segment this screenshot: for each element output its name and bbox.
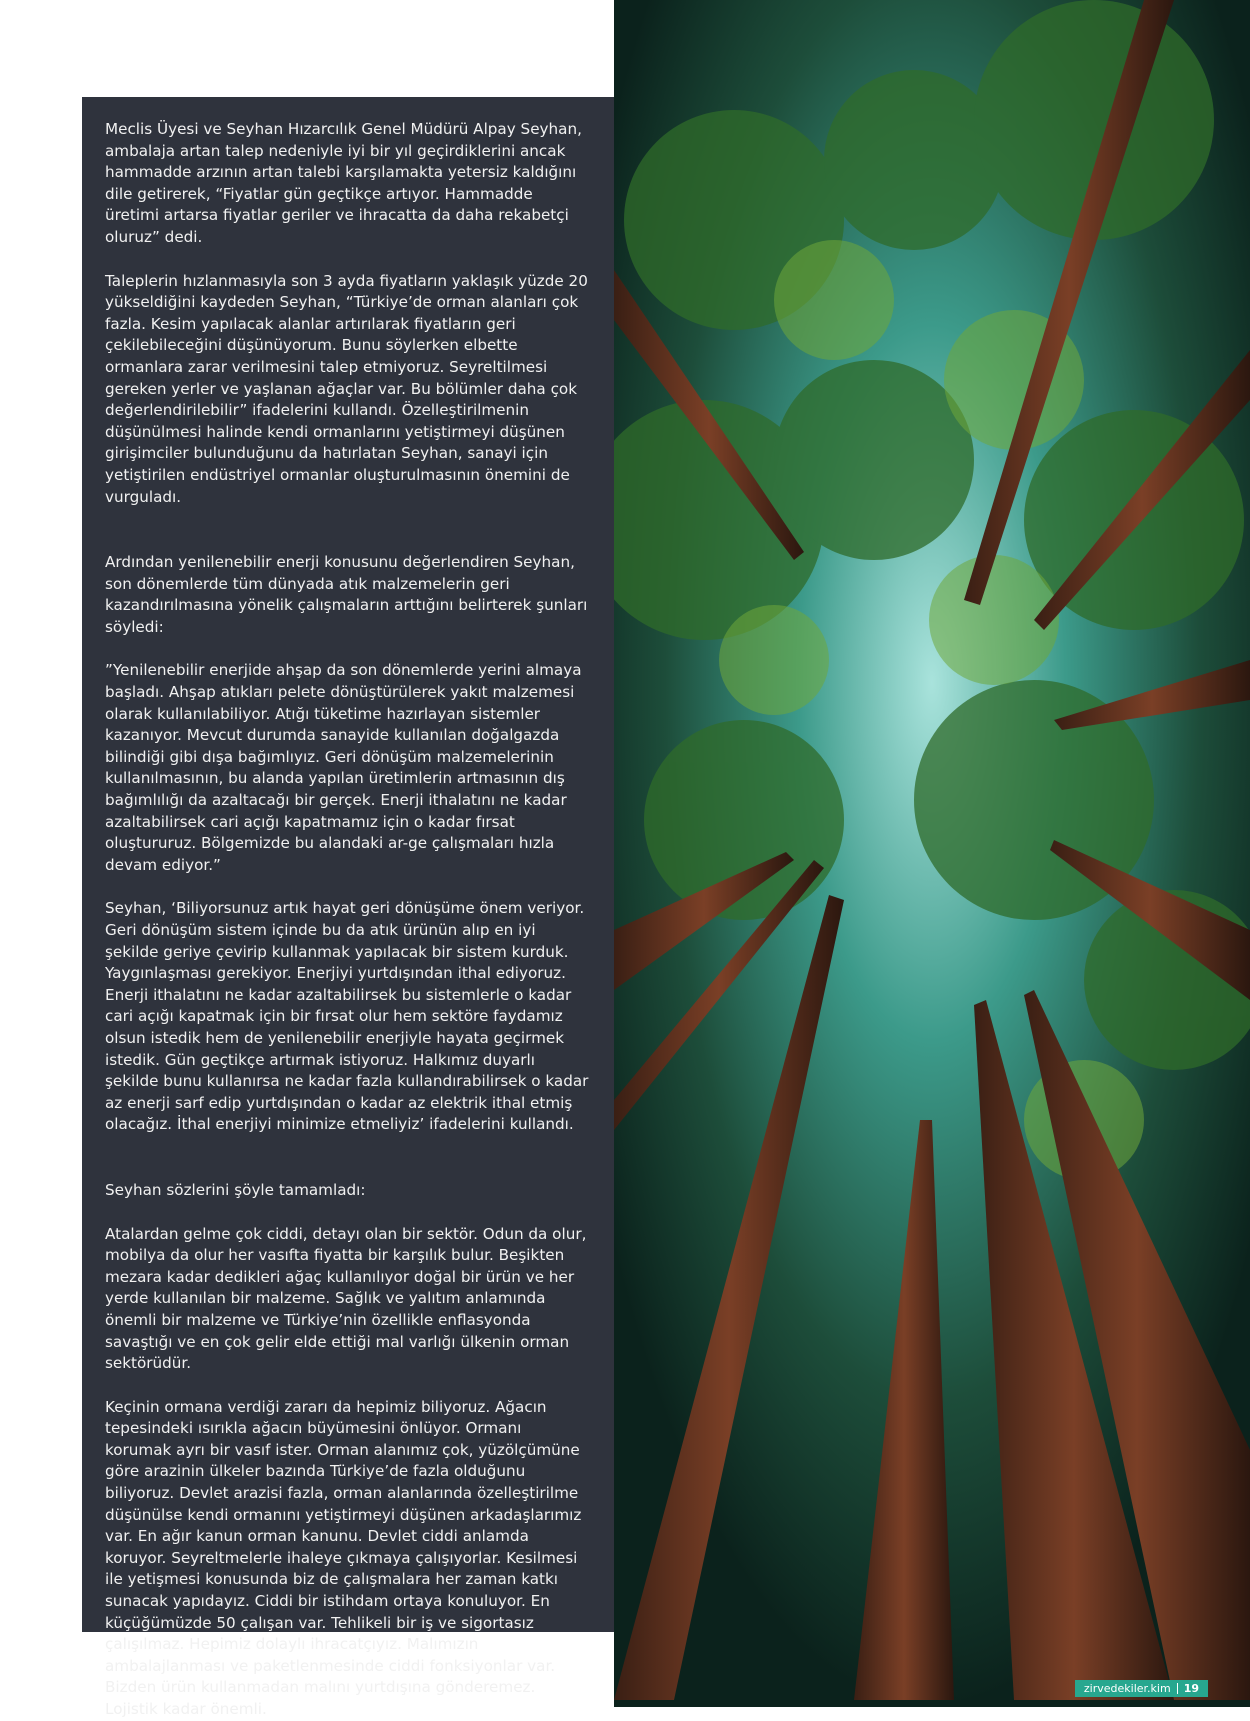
article-paragraph: Taleplerin hızlanmasıyla son 3 ayda fiyatların yaklaşık yüzde 20 yükseldiğini kaydeden Seyhan, “Türkiye’de orman alanları çok fazla. Kesim yapılacak alanlar artırılarak fiyatların geri çekilebileceğini düşünüyorum. Bunu söylerken elbette ormanlara zarar verilmesini talep etmiyoruz. Seyreltilmesi gereken yerler ve yaşlanan ağaçlar var. Bu bölümler daha çok değerlendirilebilir” ifadelerini kullandı. Özelleştirilmenin düşünülmesi halinde kendi ormanlarını yetiştirmeyi düşünen girişimciler bulunduğunu da hatırlatan Seyhan, sanayi için yetiştirilen endüstriyel ormanlar oluşturulmasının önemini de vurguladı. (105, 271, 588, 506)
article-paragraph: Seyhan sözlerini şöyle tamamladı: (105, 1180, 366, 1199)
page-footer (1075, 1680, 1208, 1697)
article-paragraph: Keçinin ormana verdiği zararı da hepimiz biliyoruz. Ağacın tepesindeki ısırıkla ağacın büyümesini önlüyor. Ormanı korumak ayrı bir vasıf ister. Orman alanımız çok, yüzölçümüne göre arazinin ülkeler bazında Türkiye’de fazla olduğunu biliyoruz. Devlet arazisi fazla, orman alanlarında özelleştirilme düşünülse kendi ormanını yetiştirmeyi düşünen arkadaşlarımız var. En ağır kanun orman kanunu. Devlet ciddi anlamda koruyor. Seyreltmelerle ihaleye çıkmaya çalışıyorlar. Kesilmesi ile yetişmesi konusunda biz de çalışmalara her zaman katkı sunacak yapıdayız. Ciddi bir istihdam ortaya konuluyor. En küçüğümüzde 50 çalışan var. Tehlikeli bir iş ve sigortasız çalışılmaz. Hepimiz dolaylı ihracatçıyız. Malımızın ambalajlanması ve paketlenmesinde ciddi fonksiyonlar var. Bizden ürün kullanmadan malını yurtdışına gönderemez. Lojistik kadar önemli. (105, 1397, 582, 1718)
footer-divider (1177, 1683, 1178, 1694)
article-paragraph: Meclis Üyesi ve Seyhan Hızarcılık Genel Müdürü Alpay Seyhan, ambalaja artan talep nedeniyle iyi bir yıl geçirdiklerini ancak hammadde arzının artan talebi karşılamakta yetersiz kaldığını dile getirerek, “Fiyatlar gün geçtikçe artıyor. Hammadde üretimi artarsa fiyatlar geriler ve ihracatta da daha rekabetçi oluruz” dedi. (105, 120, 582, 246)
article-paragraph: ”Yenilenebilir enerjide ahşap da son dönemlerde yerini almaya başladı. Ahşap atıkları pelete dönüştürülerek yakıt malzemesi olarak kullanılabiliyor. Atığı tüketime hazırlayan sistemler kazanıyor. Mevcut durumda sanayide kullanılan doğalgazda bilindiği gibi dışa bağımlıyız. Geri dönüşüm malzemelerinin kullanılmasının, bu alanda yapılan üretimlerin artmasının dış bağımlılığı da azaltacağı bir gerçek. Enerji ithalatını ne kadar azaltabilirsek cari açığı kapatmamız için o kadar fırsat oluştururuz. Bölgemizde bu alandaki ar-ge çalışmaları hızla devam ediyor.” (105, 661, 582, 874)
page-number: 19 (1183, 1682, 1199, 1695)
article-text-panel (82, 97, 614, 1718)
forest-canopy-photo (614, 0, 1250, 1707)
article-paragraph: Seyhan, ‘Biliyorsunuz artık hayat geri dönüşüme önem veriyor. Geri dönüşüm sistem içinde bu da atık ürünün alıp en iyi şekilde geriye çevirip kullanmak yapılacak bir sistem kurduk. Yaygınlaşması gerekiyor. Enerjiyi yurtdışından ithal ediyoruz. Enerji ithalatını ne kadar azaltabilirsek bu sistemlerle o kadar cari açığı kapatmak için bir fırsat olur hem sektöre faydamız olsun istedik hem de yenilenebilir enerjiyle hayata geçirmek istedik. Gün geçtikçe artırmak istiyoruz. Halkımız duyarlı şekilde bunu kullanırsa ne kadar fazla kullandırabilirsek o kadar az enerji sarf edip yurtdışından o kadar az elektrik ithal etmiş olacağız. İthal enerjiyi minimize etmeliyiz’ ifadelerini kullandı. (105, 899, 589, 1134)
article-paragraph: Ardından yenilenebilir enerji konusunu değerlendiren Seyhan, son dönemlerde tüm dünyada atık malzemelerin geri kazandırılmasına yönelik çalışmaların arttığını belirterek şunları söyledi: (105, 553, 588, 636)
article-paragraph: Atalardan gelme çok ciddi, detayı olan bir sektör. Odun da olur, mobilya da olur her vasıfta fiyatta bir karşılık bulur. Beşikten mezara kadar dedikleri ağaç kullanılıyor doğal bir ürün ve her yerde kullanılan bir malzeme. Sağlık ve yalıtım anlamında önemli bir malzeme ve Türkiye’nin özellikle enflasyonda savaştığı ve en çok gelir elde ettiği mal varlığı ülkenin orman sektörüdür. (105, 1224, 587, 1373)
site-name: zirvedekiler.kim (1083, 1682, 1171, 1695)
